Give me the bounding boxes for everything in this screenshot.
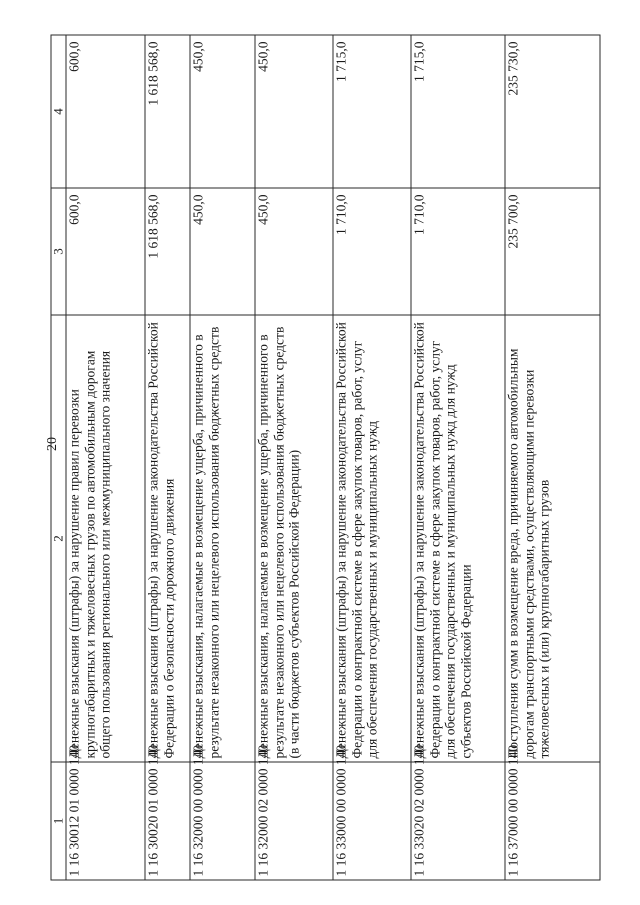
header-cell-3: 3	[51, 188, 66, 315]
rotated-table-wrapper	[50, 35, 600, 880]
amount-col4-cell: 450,0	[255, 35, 333, 188]
description-cell: Денежные взыскания (штрафы) за нарушение законодательства Российской Федерации о безопасности дорожного движения	[145, 315, 190, 762]
table-row	[66, 35, 145, 880]
table-row	[333, 35, 411, 880]
description-cell: Денежные взыскания, налагаемые в возмещение ущерба, причиненного в результате незаконного или нецелевого использования бюджетных средств	[190, 315, 255, 762]
table-row	[145, 35, 190, 880]
table-row	[255, 35, 333, 880]
table-row	[190, 35, 255, 880]
amount-col3-cell: 600,0	[66, 188, 145, 315]
header-cell-1: 1	[51, 762, 66, 880]
amount-col4-cell: 1 618 568,0	[145, 35, 190, 188]
budget-code-cell: 1 16 33020 02 0000 140	[411, 762, 505, 880]
budget-code-cell: 1 16 30012 01 0000 140	[66, 762, 145, 880]
amount-col3-cell: 1 710,0	[333, 188, 411, 315]
budget-code-cell: 1 16 32000 00 0000 140	[190, 762, 255, 880]
amount-col4-cell: 1 715,0	[333, 35, 411, 188]
description-cell: Денежные взыскания (штрафы) за нарушение правил перевозки крупногабаритных и тяжеловесных грузов по автомобильным дорогам общего пользования регионального или межмуниципального значения	[66, 315, 145, 762]
amount-col4-cell: 1 715,0	[411, 35, 505, 188]
table-header-row	[51, 35, 66, 880]
page-number: 20	[45, 437, 60, 451]
budget-code-cell: 1 16 37000 00 0000 140	[505, 762, 600, 880]
header-cell-4: 4	[51, 35, 66, 188]
amount-col3-cell: 1 618 568,0	[145, 188, 190, 315]
description-cell: Поступления сумм в возмещение вреда, причиняемого автомобильным дорогам транспортными средствами, осуществляющими перевозки тяжеловесных и (или) крупногабаритных грузов	[505, 315, 600, 762]
table-row	[411, 35, 505, 880]
amount-col3-cell: 450,0	[190, 188, 255, 315]
description-cell: Денежные взыскания, налагаемые в возмещение ущерба, причиненного в результате незаконного или нецелевого использования бюджетных средств (в части бюджетов субъектов Российской Федерации)	[255, 315, 333, 762]
amount-col4-cell: 450,0	[190, 35, 255, 188]
amount-col4-cell: 235 730,0	[505, 35, 600, 188]
amount-col3-cell: 1 710,0	[411, 188, 505, 315]
amount-col4-cell: 600,0	[66, 35, 145, 188]
amount-col3-cell: 450,0	[255, 188, 333, 315]
revenue-table	[50, 34, 600, 880]
header-cell-2: 2	[51, 315, 66, 762]
budget-code-cell: 1 16 33000 00 0000 140	[333, 762, 411, 880]
description-cell: Денежные взыскания (штрафы) за нарушение законодательства Российской Федерации о контрактной системе в сфере закупок товаров, работ, услуг для обеспечения государственных и муниципальных нужд для нужд субъектов Российской Федерации	[411, 315, 505, 762]
budget-code-cell: 1 16 32000 02 0000 140	[255, 762, 333, 880]
description-cell: Денежные взыскания (штрафы) за нарушение законодательства Российской Федерации о контрактной системе в сфере закупок товаров, работ, услуг для обеспечения государственных и муниципальных нужд	[333, 315, 411, 762]
budget-code-cell: 1 16 30020 01 0000 140	[145, 762, 190, 880]
amount-col3-cell: 235 700,0	[505, 188, 600, 315]
table-row	[505, 35, 600, 880]
